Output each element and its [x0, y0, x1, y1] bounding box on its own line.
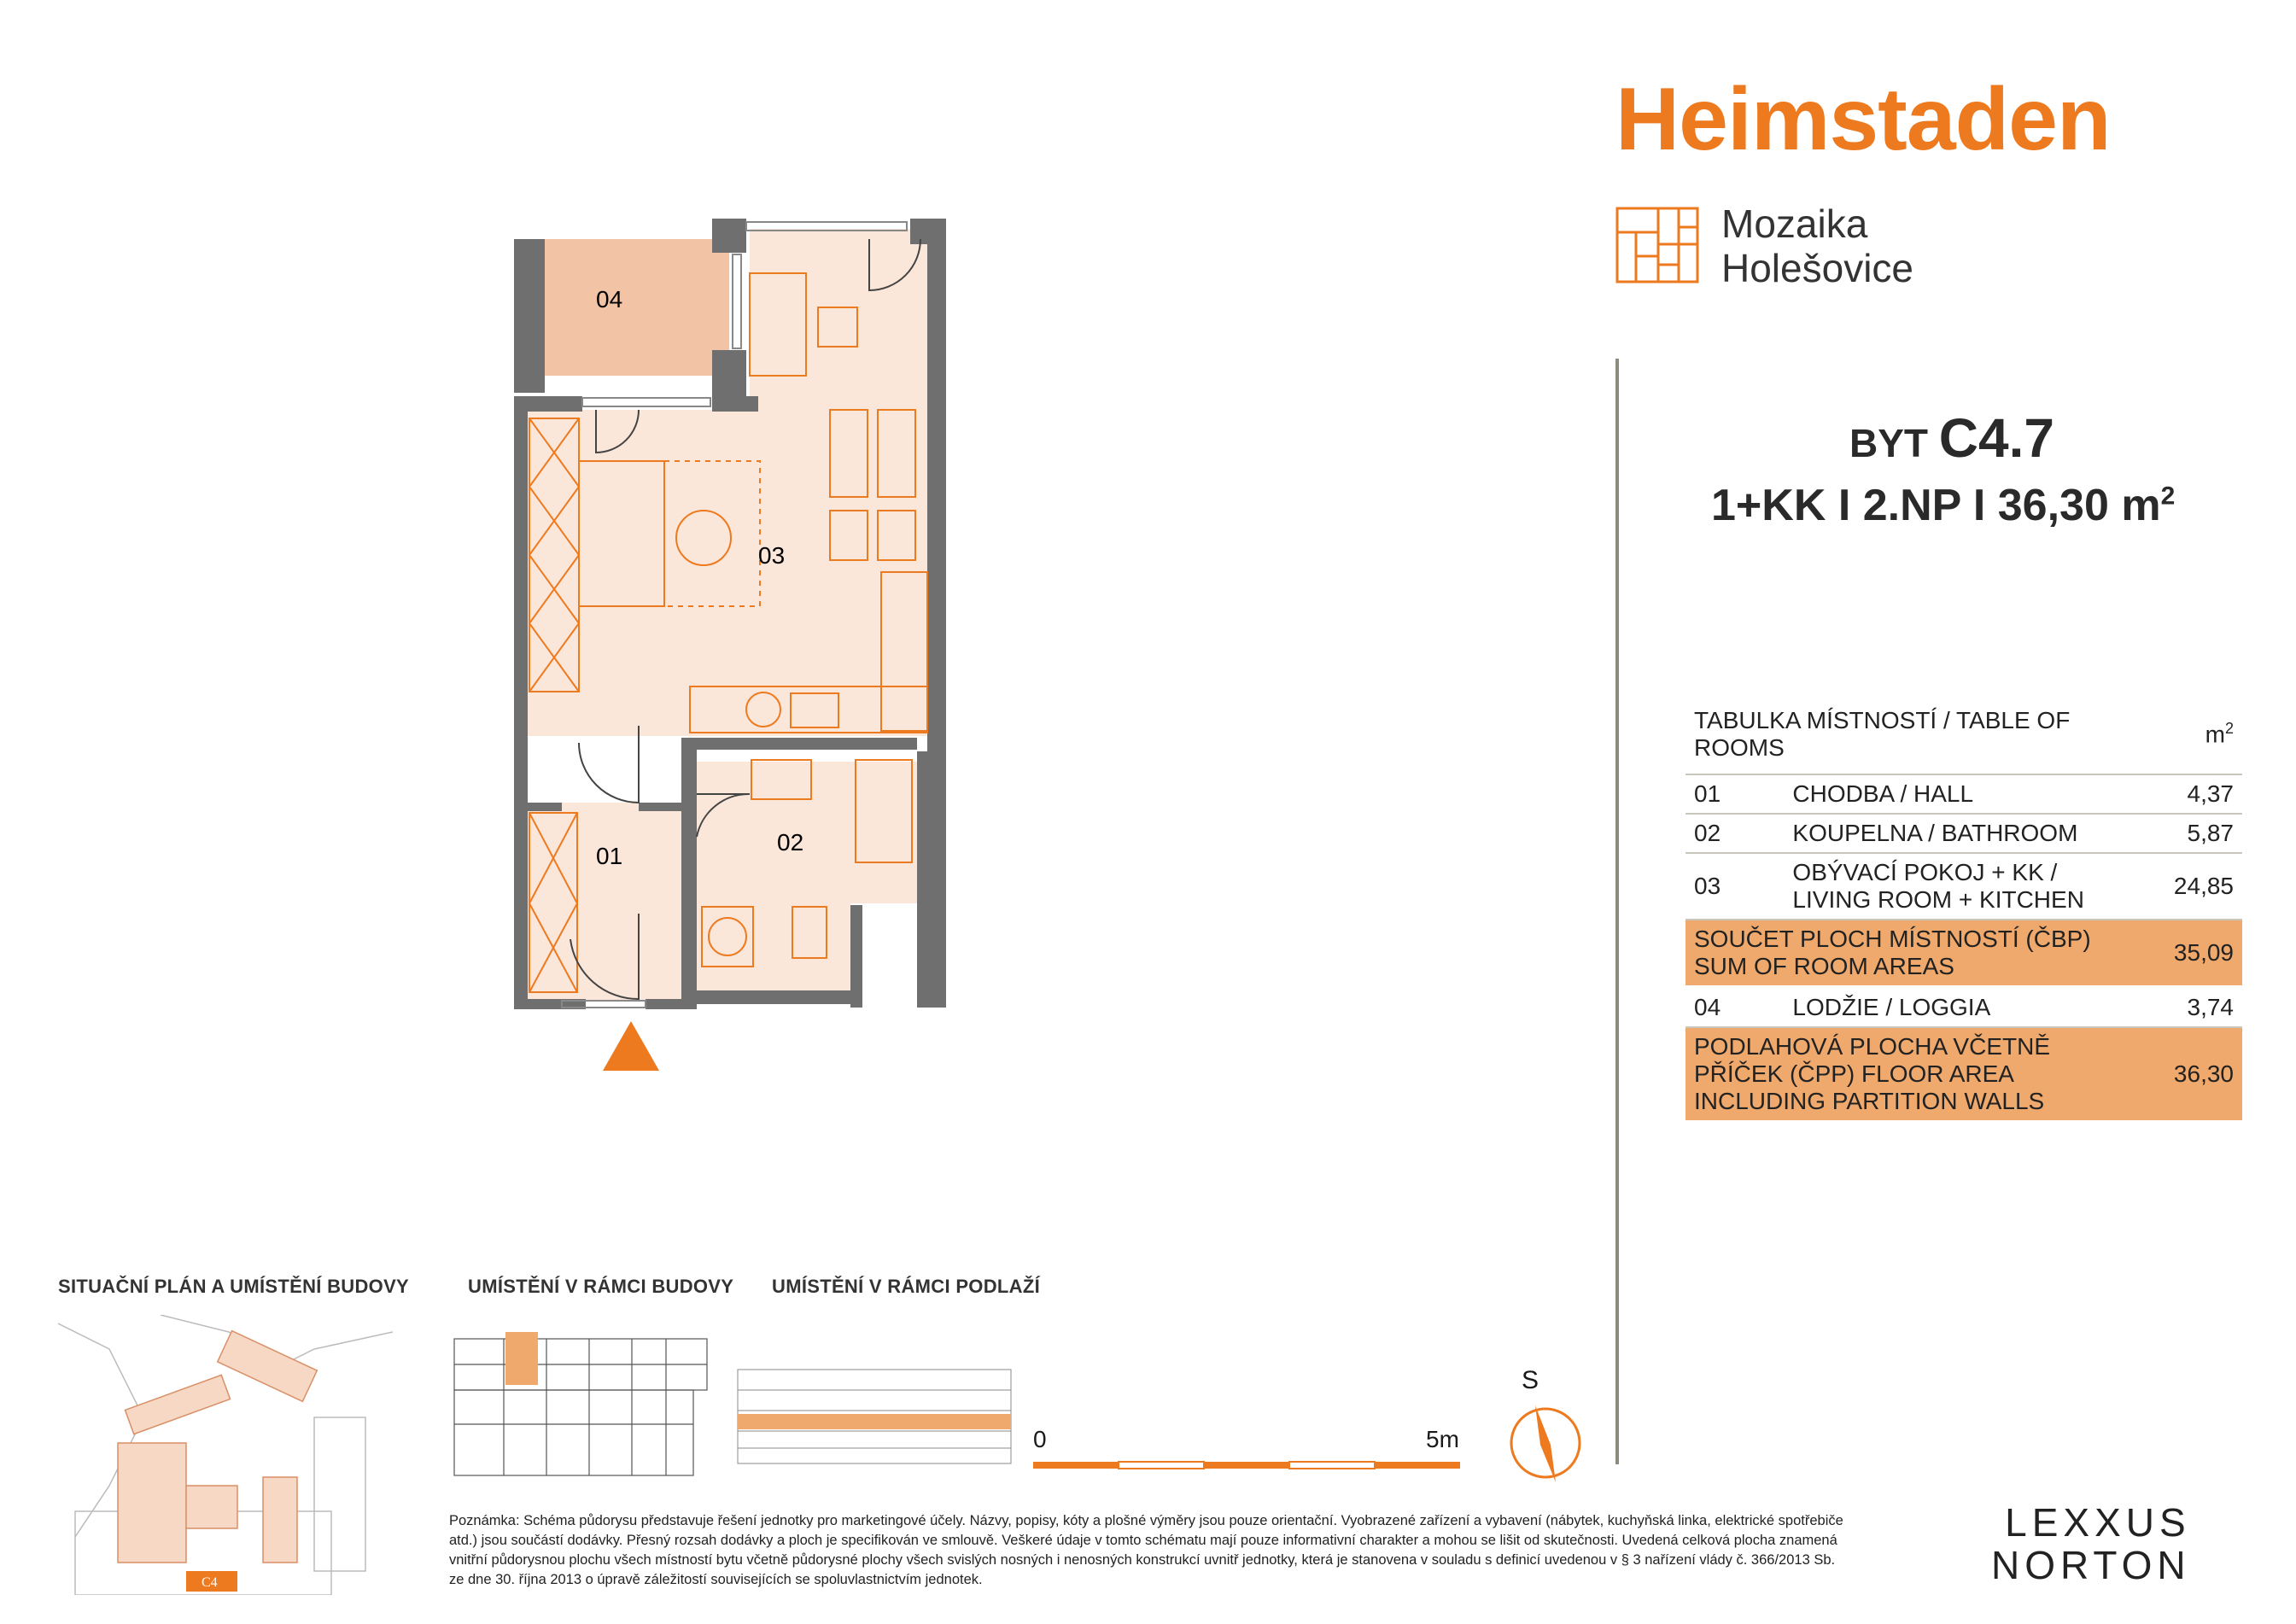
room-01-fill — [528, 803, 681, 1001]
table-unit — [2131, 702, 2242, 774]
table-row — [1685, 987, 2242, 1027]
room-area: 4,37 — [2131, 774, 2242, 814]
floor-location-label: UMÍSTĚNÍ V RÁMCI PODLAŽÍ — [772, 1276, 1040, 1297]
table-unit-text: m — [2205, 721, 2225, 748]
scale-start: 0 — [1033, 1426, 1047, 1452]
sum-label: PODLAHOVÁ PLOCHA VČETNĚ PŘÍČEK (ČPP) FLOOR AREA INCLUDING PARTITION WALLS — [1685, 1027, 2131, 1122]
sum-value: 36,30 — [2131, 1027, 2242, 1122]
room-label-01: 01 — [596, 843, 623, 869]
compass-label: S — [1522, 1366, 1539, 1394]
floor-plan — [511, 205, 946, 1025]
compass — [1503, 1366, 1588, 1486]
compass-icon — [1503, 1400, 1588, 1486]
room-area: 24,85 — [2131, 853, 2242, 920]
project-name-line1: Mozaika — [1721, 202, 1868, 246]
room-area: 3,74 — [2131, 987, 2242, 1027]
scale-ruler — [1033, 1460, 1469, 1472]
apartment-highlight — [505, 1332, 538, 1385]
sum-value: 35,09 — [2131, 920, 2242, 987]
rooms-table — [1685, 702, 2242, 1124]
developer-logo-line1: LEXXUS — [2005, 1500, 2191, 1545]
table-row — [1685, 774, 2242, 814]
entrance-arrow-icon — [603, 1021, 659, 1072]
room-number: 03 — [1685, 853, 1784, 920]
sum-label: SOUČET PLOCH MÍSTNOSTÍ (ČBP) SUM OF ROOM AREAS — [1685, 920, 2131, 987]
scale-bar — [1033, 1426, 1477, 1477]
room-label-04: 04 — [596, 286, 623, 313]
apartment-title — [1849, 406, 2054, 470]
brand-logo: Heimstaden — [1615, 70, 2111, 169]
building-location-label: UMÍSTĚNÍ V RÁMCI BUDOVY — [468, 1276, 734, 1297]
room-name: LODŽIE / LOGGIA — [1784, 987, 2130, 1027]
room-label-03: 03 — [758, 542, 786, 569]
table-row — [1685, 853, 2242, 920]
disclaimer-note: Poznámka: Schéma půdorysu představuje řešení jednotky pro marketingové účely. Názvy, popisy, kóty a plošné výměry jsou pouze orientační. Vyobrazené zařízení a vybavení (nábytek, kuchyňská linka, elektrické spotřebiče atd.) jsou součástí dodávky. Přesný rozsah dodávky a ploch je specifikován ve smlouvě. Veškeré údaje v tomto schématu mají pouze informativní charakter a mohou se lišit od skutečnosti. Uvedená celková plocha znamená vnitřní půdorysnou plochu všech místností bytu včetně půdorysné plochy všech svislých nosných i nenosných konstrukcí uvnitř jednotky, která je stanovena v souladu s definicí uvedenou v § 3 nařízení vlády č. 366/2013 Sb. ze dne 30. října 2013 o úpravě záležitostí souvisejících se spoluvlastnictvím jednotek. — [449, 1513, 1843, 1587]
project-name — [1721, 202, 1913, 290]
room-label-02: 02 — [777, 829, 804, 856]
site-plan-label: SITUAČNÍ PLÁN A UMÍSTĚNÍ BUDOVY — [58, 1276, 410, 1297]
room-04-fill — [545, 239, 729, 376]
site-plan-map — [58, 1315, 393, 1595]
apartment-subtitle-sup: 2 — [2160, 482, 2176, 511]
table-title: TABULKA MÍSTNOSTÍ / TABLE OF ROOMS — [1685, 702, 2131, 774]
table-header-row — [1685, 702, 2242, 774]
room-number: 04 — [1685, 987, 1784, 1027]
room-number: 01 — [1685, 774, 1784, 814]
room-name: KOUPELNA / BATHROOM — [1784, 814, 2130, 853]
building-location-map — [453, 1330, 709, 1477]
room-02-fill — [693, 762, 917, 903]
floor-highlight — [738, 1414, 1011, 1429]
apartment-prefix: BYT — [1849, 421, 1928, 465]
table-row — [1685, 814, 2242, 853]
room-name: CHODBA / HALL — [1784, 774, 2130, 814]
room-name: OBÝVACÍ POKOJ + KK / LIVING ROOM + KITCHEN — [1784, 853, 2130, 920]
site-tag: C4 — [202, 1575, 218, 1590]
floor-location-map — [736, 1352, 1013, 1465]
project-name-line2: Holešovice — [1721, 246, 1913, 290]
scale-end: 5m — [1426, 1426, 1459, 1452]
mozaika-logo-icon — [1615, 207, 1699, 283]
room-03-kitchen-fill — [750, 229, 929, 412]
divider-line — [1615, 359, 1619, 1464]
apartment-subtitle-text: 1+KK I 2.NP I 36,30 m — [1711, 481, 2161, 530]
developer-logo — [1991, 1501, 2191, 1586]
apartment-subtitle — [1711, 480, 2175, 531]
room-area: 5,87 — [2131, 814, 2242, 853]
room-number: 02 — [1685, 814, 1784, 853]
sum-row-rooms — [1685, 920, 2242, 987]
sum-row-floor — [1685, 1027, 2242, 1122]
apartment-code: C4.7 — [1938, 407, 2054, 469]
developer-logo-line2: NORTON — [1991, 1543, 2191, 1587]
table-unit-sup: 2 — [2224, 720, 2234, 738]
